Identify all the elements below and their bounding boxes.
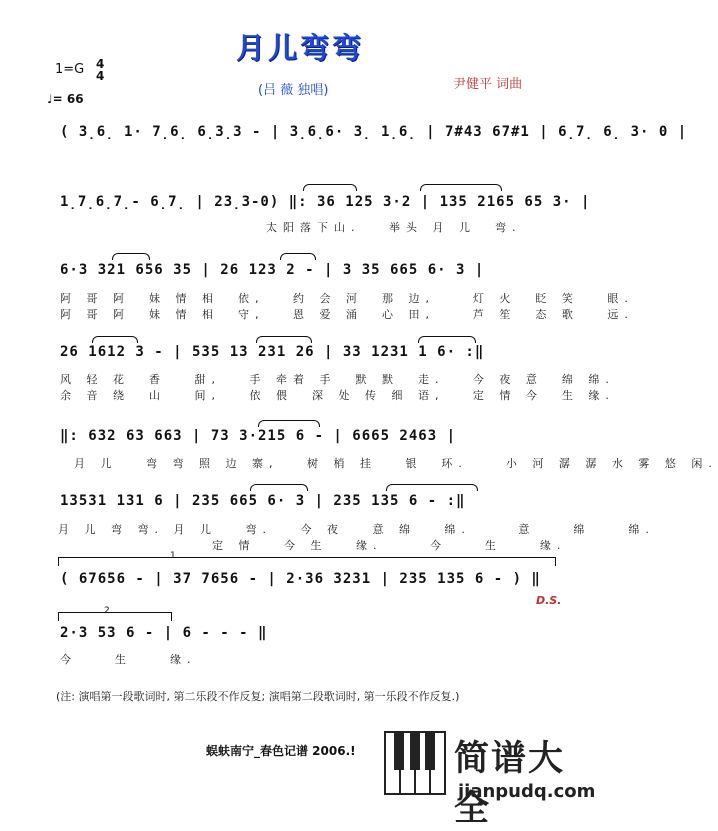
slur-arc (112, 253, 150, 260)
score-line-8: 2·3 53 6 - | 6 - - - ‖ (60, 625, 268, 641)
time-bottom: 4 (96, 69, 105, 83)
lyric-line-3a: 阿 哥 阿 妹 情 相 依, 约 会 河 那 边, 灯 火 眨 笑 眼. (60, 292, 634, 305)
slur-arc (280, 253, 316, 260)
slur-arc (256, 336, 312, 343)
lyric-line-4b: 余 音 绕 山 间, 依 偎 深 处 传 细 语, 定 情 今 生 缘. (60, 389, 615, 402)
slur-arc (418, 336, 476, 343)
slur-arc (420, 184, 502, 191)
volta-bracket-2 (58, 612, 172, 621)
performance-note: (注: 演唱第一段歌词时, 第二乐段不作反复; 演唱第二段歌词时, 第一乐段不作反复.) (56, 690, 460, 703)
piano-keys-icon (384, 731, 446, 795)
tempo-marking: ♩= 66 (47, 92, 84, 106)
lyric-line-8: 今 生 缘. (60, 653, 197, 666)
lyric-line-5: 月 儿 弯 弯 照 边 寨, 树 梢 挂 银 环. 小 河 潺 潺 水 雾 悠 闲. (74, 457, 718, 470)
score-line-5: ‖: 632 63 663 | 73 3·215 6 - | 6665 2463 | (60, 428, 457, 444)
lyric-line-6b: 定 情 今 生 缘. 今 生 缘. (212, 539, 567, 552)
site-logo (378, 725, 600, 829)
volta-number-2: 2 (104, 606, 110, 616)
dal-segno-marking: D.S. (536, 594, 562, 607)
composer-credit: 尹健平 词曲 (453, 77, 523, 92)
score-line-2: 1̣7̣6̣7̣- 6̣7̣ | 23̣3-0) ‖: 36 125 3·2 | 135 2165 65 3· | (60, 194, 591, 210)
score-line-1: ( 3̣6̣ 1· 7̣6̣ 6̣3̣3 - | 3̣6̣6· 3̣ 1̣6̣ | 7#43 67#1 | 6̣7̣ 6̣ 3· 0 | (60, 124, 688, 140)
site-url: jianpudq.com (458, 781, 596, 802)
lyric-line-2: 太阳落下山. 举头 月 儿 弯. (266, 221, 522, 234)
lyric-line-6a: 月 儿 弯 弯. 月 儿 弯. 今 夜 意 绵 绵. 意 绵 绵. (58, 523, 655, 536)
volta-number-1: 1 (170, 551, 176, 561)
song-title: 月儿弯弯 (235, 31, 364, 65)
slur-arc (258, 420, 320, 427)
singer-credit: (吕 薇 独唱) (258, 83, 329, 98)
score-line-7: ( 67656 - | 37 7656 - | 2·36 3231 | 235 135 6 - ) ‖ (60, 571, 541, 587)
lyric-line-4a: 风 轻 花 香 甜, 手 牵着 手 默 默 走. 今 夜 意 绵 绵. (60, 373, 615, 386)
slur-arc (386, 484, 478, 491)
time-signature (96, 58, 104, 82)
slur-arc (250, 484, 308, 491)
lyric-line-3b: 阿 哥 阿 妹 情 相 守, 恩 爱 涌 心 田, 芦 笙 态 歌 远. (60, 308, 634, 321)
time-top: 4 (96, 57, 105, 71)
site-name: 简谱大全 (454, 739, 566, 829)
score-line-6: 13531 131 6 | 235 665 6· 3 | 235 135 6 - :‖ (60, 493, 466, 509)
score-line-4: 26 1612 3 - | 535 13 231 26 | 33 1231 1 6· :‖ (60, 344, 485, 360)
slur-arc (303, 184, 357, 191)
volta-bracket-1 (58, 557, 556, 566)
transcriber-footer: 蜈蚨南宁_春色记谱 2006.! (206, 744, 356, 758)
score-line-3: 6·3 321 656 35 | 26 123 2 - | 3 35 665 6· 3 | (60, 262, 485, 278)
key-signature: 1=G (55, 62, 85, 77)
slur-arc (92, 336, 138, 343)
